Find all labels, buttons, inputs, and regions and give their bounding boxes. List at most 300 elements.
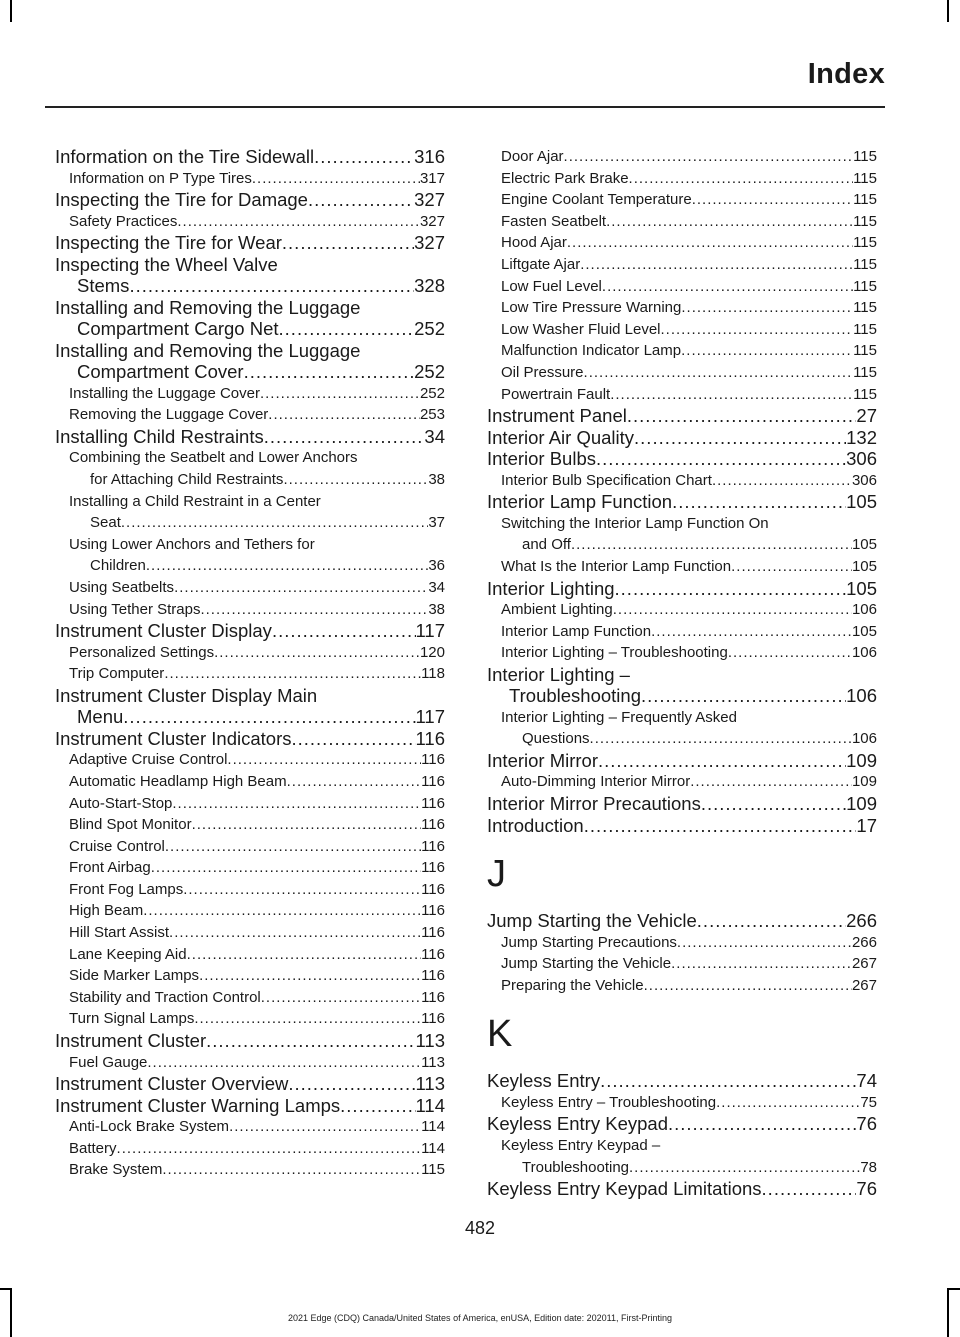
- entry-text: Interior Lighting: [487, 577, 615, 599]
- entry-row: [69, 879, 445, 901]
- entry-row: [501, 771, 877, 793]
- index-subentry[interactable]: [55, 900, 445, 922]
- entry-row: [501, 470, 877, 492]
- index-subentry[interactable]: [55, 857, 445, 879]
- index-subentry[interactable]: [487, 232, 877, 254]
- entry-page-number[interactable]: 105: [851, 622, 877, 640]
- entry-text: Instrument Panel: [487, 405, 627, 427]
- dot-leader: [288, 1073, 415, 1095]
- entry-page-number[interactable]: 116: [421, 794, 445, 812]
- dot-leader: [677, 932, 852, 954]
- entry-page-number[interactable]: 106: [851, 730, 877, 748]
- entry-page-number[interactable]: 116: [421, 924, 445, 942]
- dot-leader: [252, 168, 420, 190]
- entry-page-number[interactable]: 113: [421, 1053, 445, 1071]
- entry-text: Adaptive Cruise Control: [69, 751, 228, 769]
- dot-leader: [200, 599, 428, 621]
- entry-page-number[interactable]: 115: [853, 277, 877, 295]
- page-number: 482: [464, 1218, 496, 1238]
- entry-page-number[interactable]: 115: [853, 212, 877, 230]
- index-subentry[interactable]: [487, 1092, 877, 1114]
- entry-page-number[interactable]: 115: [853, 191, 877, 209]
- dot-leader: [147, 1052, 421, 1074]
- entry-text: Interior Lamp Function: [487, 491, 673, 513]
- index-subentry[interactable]: [487, 340, 877, 362]
- index-subentry[interactable]: [55, 1138, 445, 1160]
- entry-page-number[interactable]: 327: [414, 189, 445, 211]
- entry-row: [69, 1138, 445, 1160]
- index-subentry[interactable]: [487, 556, 877, 578]
- entry-text-line1: Installing and Removing the Luggage: [55, 296, 361, 318]
- entry-page-number[interactable]: 266: [846, 910, 877, 932]
- entry-row: [487, 1113, 877, 1135]
- entry-page-number[interactable]: 253: [419, 406, 445, 424]
- entry-row: [501, 340, 877, 362]
- entry-page-number[interactable]: 116: [421, 751, 445, 769]
- index-entry[interactable]: [487, 1113, 877, 1135]
- index-subentry[interactable]: [55, 965, 445, 987]
- entry-row: [501, 621, 877, 643]
- index-subentry[interactable]: [55, 1008, 445, 1030]
- entry-row: [69, 1008, 445, 1030]
- entry-row: [55, 1030, 445, 1052]
- entry-page-number[interactable]: 109: [846, 749, 877, 771]
- entry-page-number[interactable]: 37: [428, 514, 445, 532]
- entry-text: Interior Air Quality: [487, 426, 635, 448]
- entry-text: Low Tire Pressure Warning: [501, 299, 682, 317]
- dot-leader: [261, 987, 421, 1009]
- entry-page-number[interactable]: 114: [421, 1139, 445, 1157]
- entry-page-number[interactable]: 106: [846, 685, 877, 707]
- entry-row: [501, 1092, 877, 1114]
- entry-page-number[interactable]: 105: [846, 491, 877, 513]
- entry-row: [55, 1073, 445, 1095]
- entry-page-number[interactable]: 116: [421, 902, 445, 920]
- index-subentry[interactable]: [55, 879, 445, 901]
- entry-row: [501, 642, 877, 664]
- entry-row: [55, 361, 445, 383]
- entry-text: Removing the Luggage Cover: [69, 406, 269, 424]
- entry-page-number[interactable]: 115: [853, 234, 877, 252]
- entry-page-number[interactable]: 76: [856, 1113, 877, 1135]
- dot-leader: [668, 1113, 856, 1135]
- entry-page-number[interactable]: 252: [414, 361, 445, 383]
- index-subentry[interactable]: [487, 211, 877, 233]
- entry-page-number[interactable]: 76: [856, 1178, 877, 1200]
- entry-row: [69, 1052, 445, 1074]
- index-entry[interactable]: [487, 1070, 877, 1092]
- dot-leader: [613, 599, 852, 621]
- entry-row: [487, 448, 877, 470]
- entry-text: Cruise Control: [69, 837, 165, 855]
- entry-text: Instrument Cluster Overview: [55, 1073, 289, 1095]
- index-subentry[interactable]: [55, 814, 445, 836]
- entry-page-number[interactable]: 115: [421, 1161, 445, 1179]
- index-subentry[interactable]: [55, 168, 445, 190]
- entry-page-number[interactable]: 115: [853, 385, 877, 403]
- index-subentry[interactable]: [487, 975, 877, 997]
- entry-row: [69, 642, 445, 664]
- entry-text: Low Fuel Level: [501, 277, 602, 295]
- dot-leader: [629, 1157, 860, 1179]
- entry-page-number[interactable]: 116: [421, 988, 445, 1006]
- index-entry[interactable]: [55, 728, 445, 750]
- index-subentry[interactable]: [55, 836, 445, 858]
- entry-text: Hood Ajar: [501, 234, 567, 252]
- index-subentry[interactable]: [55, 599, 445, 621]
- index-entry[interactable]: [55, 1073, 445, 1095]
- index-entry[interactable]: [55, 146, 445, 168]
- index-subentry[interactable]: [55, 749, 445, 771]
- entry-text: Fasten Seatbelt: [501, 212, 607, 230]
- entry-row: [69, 814, 445, 836]
- index-subentry[interactable]: [55, 987, 445, 1009]
- index-entry[interactable]: [487, 1178, 877, 1200]
- index-subentry[interactable]: [487, 1135, 877, 1178]
- index-entry[interactable]: [487, 793, 877, 815]
- entry-page-number[interactable]: 113: [415, 1030, 445, 1052]
- index-subentry[interactable]: [55, 577, 445, 599]
- entry-page-number[interactable]: 109: [846, 793, 877, 815]
- entry-text: Safety Practices: [69, 212, 178, 230]
- entry-page-number[interactable]: 27: [856, 405, 877, 427]
- entry-text: High Beam: [69, 902, 144, 920]
- entry-page-number[interactable]: 116: [421, 816, 445, 834]
- entry-page-number[interactable]: 252: [414, 318, 445, 340]
- entry-page-number[interactable]: 267: [851, 976, 877, 994]
- index-subentry[interactable]: [487, 319, 877, 341]
- entry-text: Front Airbag: [69, 859, 151, 877]
- entry-text: Stems: [77, 275, 130, 297]
- dot-leader: [731, 556, 852, 578]
- entry-row: [69, 512, 445, 534]
- entry-text: Malfunction Indicator Lamp: [501, 342, 682, 360]
- dot-leader: [584, 362, 854, 384]
- index-column-left: [55, 146, 445, 1181]
- entry-text: Inspecting the Tire for Damage: [55, 189, 308, 211]
- entry-page-number[interactable]: 38: [428, 470, 445, 488]
- entry-page-number[interactable]: 115: [853, 363, 877, 381]
- index-subentry[interactable]: [487, 276, 877, 298]
- index-subentry[interactable]: [487, 362, 877, 384]
- entry-row: [501, 534, 877, 556]
- index-subentry[interactable]: [55, 771, 445, 793]
- page-title: Index: [807, 58, 885, 90]
- dot-leader: [564, 146, 854, 168]
- index-subentry[interactable]: [55, 447, 445, 490]
- dot-leader: [174, 577, 428, 599]
- entry-text: Instrument Cluster Warning Lamps: [55, 1094, 341, 1116]
- dot-leader: [641, 685, 846, 707]
- dot-leader: [121, 512, 428, 534]
- dot-leader: [177, 211, 420, 233]
- dot-leader: [690, 771, 852, 793]
- entry-text: Keyless Entry Keypad: [487, 1113, 668, 1135]
- index-entry[interactable]: [487, 405, 877, 427]
- entry-text-line1: Using Lower Anchors and Tethers for: [69, 535, 315, 553]
- entry-text: Information on the Tire Sidewall: [55, 146, 315, 167]
- dot-leader: [584, 815, 857, 837]
- entry-page-number[interactable]: 327: [419, 212, 445, 230]
- entry-page-number[interactable]: 306: [846, 448, 877, 470]
- index-subentry[interactable]: [55, 1116, 445, 1138]
- entry-text: Interior Bulbs: [487, 448, 596, 470]
- dot-leader: [712, 470, 852, 492]
- index-entry[interactable]: [55, 232, 445, 254]
- entry-text: Introduction: [487, 814, 584, 836]
- index-entry[interactable]: [487, 910, 877, 932]
- entry-page-number[interactable]: 115: [853, 148, 877, 165]
- index-column-right: [487, 146, 877, 1200]
- entry-page-number[interactable]: 36: [428, 557, 445, 575]
- entry-page-number[interactable]: 116: [421, 967, 445, 985]
- entry-text: Trip Computer: [69, 665, 165, 683]
- entry-page-number[interactable]: 116: [421, 880, 445, 898]
- entry-page-number[interactable]: 328: [414, 275, 445, 297]
- entry-text: Troubleshooting: [522, 1158, 630, 1176]
- dot-leader: [164, 663, 421, 685]
- index-entry[interactable]: [55, 1030, 445, 1052]
- entry-page-number[interactable]: 116: [415, 727, 445, 749]
- index-subentry[interactable]: [55, 944, 445, 966]
- entry-page-number[interactable]: 317: [419, 169, 445, 187]
- index-entry[interactable]: [55, 297, 445, 340]
- index-subentry[interactable]: [487, 297, 877, 319]
- entry-text: Jump Starting the Vehicle: [501, 955, 672, 973]
- index-subentry[interactable]: [55, 922, 445, 944]
- entry-page-number[interactable]: 117: [415, 620, 445, 642]
- entry-text: Door Ajar: [501, 148, 564, 165]
- entry-text: Inspecting the Tire for Wear: [55, 232, 282, 254]
- entry-text: Anti-Lock Brake System: [69, 1118, 230, 1136]
- entry-row: [501, 1157, 877, 1179]
- entry-page-number[interactable]: 78: [860, 1158, 877, 1176]
- dot-leader: [598, 750, 846, 772]
- entry-row: [55, 620, 445, 642]
- entry-page-number[interactable]: 306: [851, 471, 877, 489]
- entry-row: [501, 297, 877, 319]
- index-subentry[interactable]: [487, 470, 877, 492]
- entry-page-number[interactable]: 114: [415, 1094, 445, 1116]
- entry-page-number[interactable]: 316: [414, 146, 445, 167]
- index-subentry[interactable]: [487, 513, 877, 556]
- dot-leader: [282, 232, 414, 254]
- entry-page-number[interactable]: 115: [853, 342, 877, 360]
- index-entry[interactable]: [487, 750, 877, 772]
- entry-page-number[interactable]: 75: [860, 1093, 877, 1111]
- entry-row: [69, 857, 445, 879]
- entry-text-line1: Installing a Child Restraint in a Center: [69, 492, 321, 510]
- entry-page-number[interactable]: 113: [415, 1073, 445, 1095]
- entry-text: Oil Pressure: [501, 363, 584, 381]
- entry-row: [69, 555, 445, 577]
- entry-page-number[interactable]: 116: [421, 772, 445, 790]
- dot-leader: [340, 1095, 415, 1117]
- dot-leader: [596, 448, 846, 470]
- dot-leader: [151, 857, 421, 879]
- entry-page-number[interactable]: 115: [853, 320, 877, 338]
- entry-page-number[interactable]: 38: [428, 600, 445, 618]
- index-entry[interactable]: [55, 620, 445, 642]
- dot-leader: [192, 814, 422, 836]
- page-footer: 2021 Edge (CDQ) Canada/United States of America, enUSA, Edition date: 202011, First-Printing: [287, 1313, 673, 1323]
- index-subentry[interactable]: [487, 168, 877, 190]
- entry-text: Information on P Type Tires: [69, 169, 252, 187]
- index-subentry[interactable]: [55, 663, 445, 685]
- entry-page-number[interactable]: 17: [856, 814, 877, 836]
- entry-page-number[interactable]: 115: [853, 299, 877, 317]
- index-subentry[interactable]: [487, 146, 877, 168]
- entry-text-line1: Instrument Cluster Display Main: [55, 684, 318, 706]
- entry-row: [69, 577, 445, 599]
- entry-page-number[interactable]: 132: [846, 426, 877, 448]
- index-subentry[interactable]: [55, 383, 445, 405]
- index-entry[interactable]: [55, 254, 445, 297]
- entry-text: Instrument Cluster Indicators: [55, 727, 292, 749]
- entry-page-number[interactable]: 116: [421, 837, 445, 855]
- entry-text: Powertrain Fault: [501, 385, 611, 403]
- entry-page-number[interactable]: 116: [421, 1010, 445, 1028]
- entry-text: Instrument Cluster Display: [55, 620, 272, 642]
- entry-page-number[interactable]: 105: [851, 536, 877, 554]
- entry-text: Installing the Luggage Cover: [69, 384, 260, 402]
- entry-page-number[interactable]: 115: [853, 255, 877, 273]
- entry-text-line1: Interior Lighting –: [487, 663, 630, 685]
- entry-row: [501, 975, 877, 997]
- entry-text: Compartment Cover: [77, 361, 244, 383]
- entry-text: Interior Lighting – Troubleshooting: [501, 644, 728, 662]
- index-entry[interactable]: [487, 578, 877, 600]
- dot-leader: [600, 1070, 856, 1092]
- index-entry[interactable]: [487, 448, 877, 470]
- index-subentry[interactable]: [487, 254, 877, 276]
- entry-page-number[interactable]: 266: [851, 933, 877, 951]
- index-subentry[interactable]: [487, 932, 877, 954]
- index-entry[interactable]: [487, 427, 877, 449]
- entry-page-number[interactable]: 267: [851, 955, 877, 973]
- entry-text: Jump Starting Precautions: [501, 933, 677, 951]
- entry-text: Side Marker Lamps: [69, 967, 200, 985]
- index-subentry[interactable]: [55, 534, 445, 577]
- entry-text-line1: Inspecting the Wheel Valve: [55, 253, 278, 275]
- entry-page-number[interactable]: 105: [851, 557, 877, 575]
- dot-leader: [308, 189, 414, 211]
- entry-page-number[interactable]: 114: [421, 1118, 445, 1136]
- entry-page-number[interactable]: 117: [415, 706, 445, 728]
- index-entry[interactable]: [487, 815, 877, 837]
- index-entry[interactable]: [487, 491, 877, 513]
- index-subentry[interactable]: [55, 793, 445, 815]
- index-subentry[interactable]: [487, 953, 877, 975]
- entry-row: [55, 706, 445, 728]
- index-subentry[interactable]: [55, 1159, 445, 1181]
- dot-leader: [697, 910, 846, 932]
- index-entry[interactable]: [487, 664, 877, 707]
- entry-row: [487, 1178, 877, 1200]
- entry-page-number[interactable]: 34: [428, 578, 445, 596]
- entry-text: Stability and Traction Control: [69, 988, 261, 1006]
- entry-text: Menu: [77, 706, 124, 728]
- index-subentry[interactable]: [487, 707, 877, 750]
- index-subentry[interactable]: [487, 642, 877, 664]
- entry-text: Jump Starting the Vehicle: [487, 910, 697, 932]
- dot-leader: [183, 879, 421, 901]
- entry-page-number[interactable]: 327: [414, 232, 445, 254]
- entry-row: [501, 168, 877, 190]
- entry-text: Keyless Entry Keypad Limitations: [487, 1178, 762, 1200]
- entry-row: [55, 1095, 445, 1117]
- entry-page-number[interactable]: 115: [853, 169, 877, 187]
- entry-page-number[interactable]: 120: [419, 643, 445, 661]
- dot-leader: [314, 146, 414, 168]
- index-subentry[interactable]: [487, 189, 877, 211]
- index-entry[interactable]: [55, 340, 445, 383]
- entry-text: Front Fog Lamps: [69, 880, 184, 898]
- index-subentry[interactable]: [487, 771, 877, 793]
- entry-text-line1: Installing and Removing the Luggage: [55, 339, 361, 361]
- dot-leader: [146, 555, 428, 577]
- entry-row: [501, 232, 877, 254]
- index-subentry[interactable]: [55, 211, 445, 233]
- dot-leader: [627, 405, 857, 427]
- index-subentry[interactable]: [55, 491, 445, 534]
- dot-leader: [590, 728, 852, 750]
- entry-page-number[interactable]: 109: [851, 773, 877, 791]
- entry-row: [69, 383, 445, 405]
- index-entry[interactable]: [55, 189, 445, 211]
- entry-row: [69, 469, 445, 491]
- entry-text-line1: Switching the Interior Lamp Function On: [501, 514, 769, 532]
- dot-leader: [580, 254, 853, 276]
- dot-leader: [606, 211, 853, 233]
- dot-leader: [187, 944, 421, 966]
- index-subentry[interactable]: [55, 642, 445, 664]
- entry-page-number[interactable]: 106: [851, 601, 877, 618]
- entry-page-number[interactable]: 106: [851, 644, 877, 662]
- dot-leader: [227, 749, 421, 771]
- index-entry[interactable]: [55, 426, 445, 448]
- entry-page-number[interactable]: 118: [421, 665, 445, 683]
- index-subentry[interactable]: [55, 404, 445, 426]
- entry-row: [69, 900, 445, 922]
- entry-text: Interior Lamp Function: [501, 622, 652, 640]
- entry-page-number[interactable]: 105: [846, 577, 877, 599]
- index-subentry[interactable]: [487, 384, 877, 406]
- index-subentry[interactable]: [487, 621, 877, 643]
- dot-leader: [634, 427, 846, 449]
- index-subentry[interactable]: [487, 599, 877, 621]
- index-entry[interactable]: [55, 1095, 445, 1117]
- entry-text: Instrument Cluster: [55, 1030, 207, 1052]
- index-subentry[interactable]: [55, 1052, 445, 1074]
- entry-page-number[interactable]: 74: [856, 1070, 877, 1092]
- dot-leader: [672, 491, 846, 513]
- entry-row: [487, 578, 877, 600]
- entry-row: [69, 211, 445, 233]
- entry-text: What Is the Interior Lamp Function: [501, 557, 732, 575]
- entry-page-number[interactable]: 116: [421, 945, 445, 963]
- crop-mark-bottom-right-h: [947, 1288, 960, 1290]
- entry-text: Hill Start Assist: [69, 924, 170, 942]
- entry-page-number[interactable]: 34: [424, 425, 445, 447]
- entry-row: [69, 944, 445, 966]
- entry-text: Interior Mirror: [487, 749, 599, 771]
- index-entry[interactable]: [55, 685, 445, 728]
- dot-leader: [264, 426, 425, 448]
- entry-row: [69, 793, 445, 815]
- entry-page-number[interactable]: 252: [419, 384, 445, 402]
- entry-page-number[interactable]: 116: [421, 859, 445, 877]
